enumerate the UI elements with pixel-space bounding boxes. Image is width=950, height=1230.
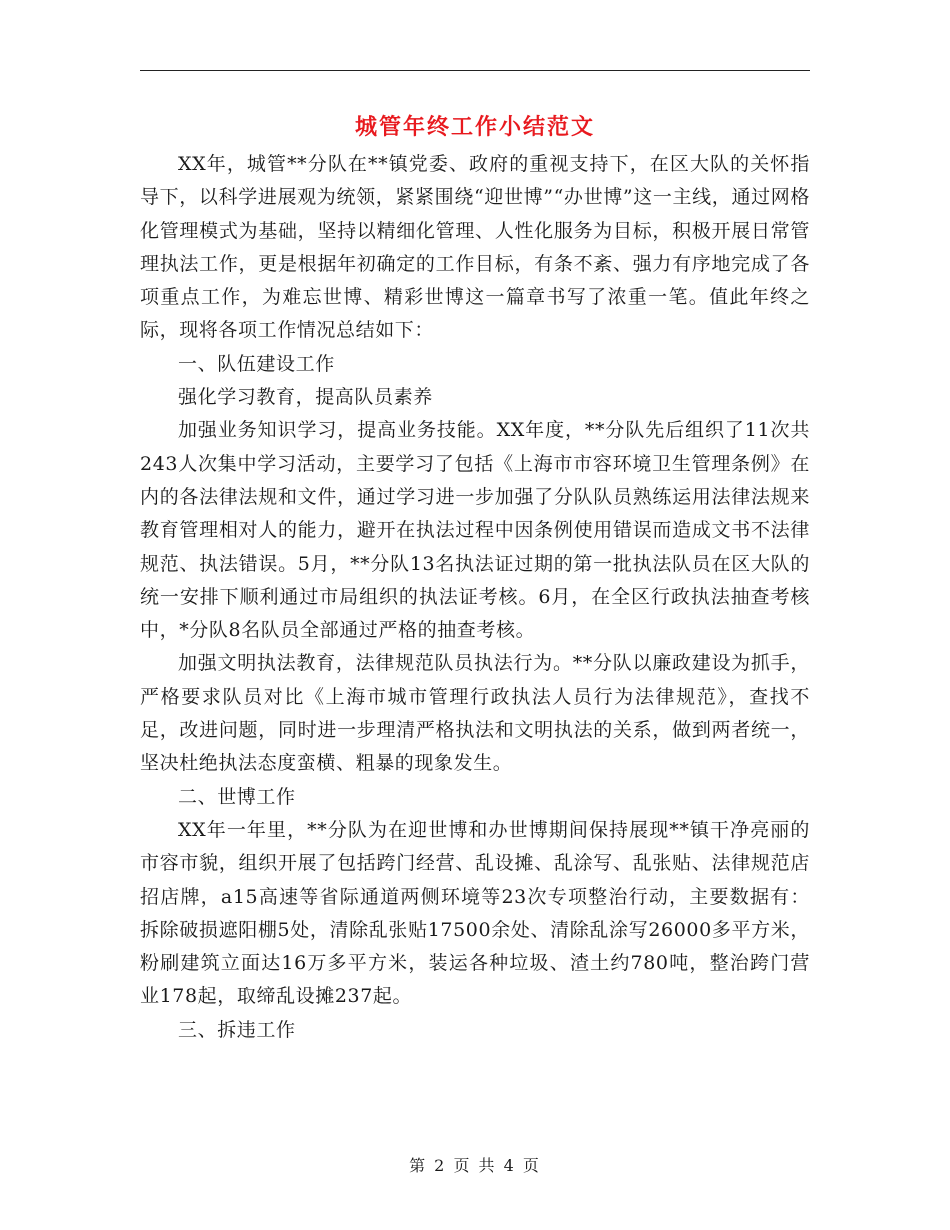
paragraph-business-learning: 加强业务知识学习，提高业务技能。XX年度，**分队先后组织了11次共243人次集中学习活动，主要学习了包括《上海市市容环境卫生管理条例》在内的各法律法规和文件，通过学习进一步加强了分队队员熟练运用法律法规来教育管理相对人的能力，避开在执法过程中因条例使用错误而造成文书不法律规范、执法错误。5月，**分队13名执法证过期的第一批执法队员在区大队的统一安排下顺利通过市局组织的执法证考核。6月，在全区行政执法抽查考核中，*分队8名队员全部通过严格的抽查考核。 bbox=[140, 419, 810, 642]
paragraph-expo-work: XX年一年里，**分队为在迎世博和办世博期间保持展现**镇干净亮丽的市容市貌，组织开展了包括跨门经营、乱设摊、乱涂写、乱张贴、法律规范店招店牌，a15高速等省际通道两侧环境等23次专项整治行动，主要数据有：拆除破损遮阳棚5处，清除乱张贴17500余处、清除乱涂写26000多平方米，粉刷建筑立面达16万多平方米，装运各种垃圾、渣土约780吨，整治跨门营业178起，取缔乱设摊237起。 bbox=[140, 818, 810, 1008]
intro-paragraph: XX年，城管**分队在**镇党委、政府的重视支持下，在区大队的关怀指导下，以科学进展观为统领，紧紧围绕“迎世博”“办世博”这一主线，通过网格化管理模式为基础，坚持以精细化管理、人性化服务为目标，积极开展日常管理执法工作，更是根据年初确定的工作目标，有条不紊、强力有序地完成了各项重点工作，为难忘世博、精彩世博这一篇章书写了浓重一笔。值此年终之际，现将各项工作情况总结如下： bbox=[140, 153, 810, 342]
page-number-footer: 第 2 页 共 4 页 bbox=[409, 1156, 541, 1175]
subheading-learning-education: 强化学习教育，提高队员素养 bbox=[178, 386, 433, 409]
header-rule bbox=[140, 70, 810, 71]
document-title: 城管年终工作小结范文 bbox=[354, 114, 595, 140]
paragraph-civilized-enforcement: 加强文明执法教育，法律规范队员执法行为。**分队以廉政建设为抓手，严格要求队员对比《上海市城市管理行政执法人员行为法律规范》，查找不足，改进问题，同时进一步理清严格执法和文明执法的关系，做到两者统一，坚决杜绝执法态度蛮横、粗暴的现象发生。 bbox=[140, 652, 810, 775]
section-heading-demolition-work: 三、拆违工作 bbox=[178, 1018, 296, 1041]
document-body bbox=[140, 148, 810, 1047]
section-heading-team-building: 一、队伍建设工作 bbox=[178, 352, 335, 375]
section-heading-expo-work: 二、世博工作 bbox=[178, 785, 296, 808]
